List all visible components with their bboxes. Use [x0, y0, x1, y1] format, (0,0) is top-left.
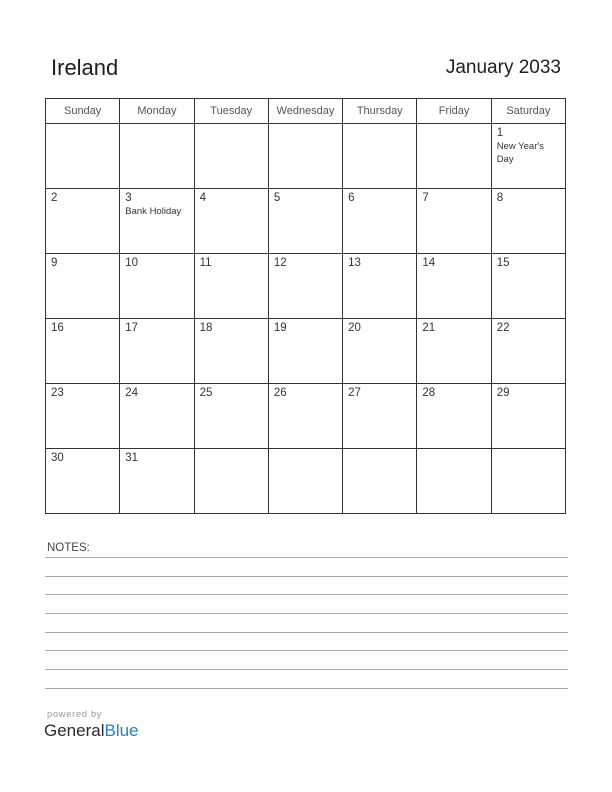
day-number [417, 124, 490, 127]
day-number: 16 [51, 322, 64, 334]
day-cell [343, 319, 417, 384]
day-number [195, 124, 268, 127]
day-number [195, 449, 268, 452]
day-number [269, 124, 342, 127]
day-number: 29 [496, 387, 510, 399]
day-cell [491, 254, 565, 319]
day-number: 17 [125, 322, 139, 334]
day-number: 25 [199, 387, 213, 399]
day-cell [46, 189, 120, 254]
day-cell [417, 384, 491, 449]
day-number: 21 [422, 322, 436, 334]
day-cell [417, 189, 491, 254]
day-cell [417, 319, 491, 384]
day-cell [46, 254, 120, 319]
week-row [46, 254, 566, 319]
day-cell [491, 384, 565, 449]
note-line [45, 613, 568, 614]
day-number [343, 449, 416, 452]
holiday-label: Bank Holiday [125, 206, 182, 217]
day-cell [491, 319, 565, 384]
day-number: 27 [348, 387, 361, 399]
weekday-saturday: Saturday [491, 99, 565, 124]
day-number [492, 449, 565, 452]
weekday-tuesday: Tuesday [194, 99, 268, 124]
day-number: 13 [348, 257, 361, 269]
day-cell [268, 319, 342, 384]
day-cell [343, 449, 417, 514]
day-number: 31 [125, 452, 139, 464]
note-line [45, 632, 568, 633]
day-cell [343, 384, 417, 449]
day-number: 19 [273, 322, 287, 334]
day-cell [120, 384, 194, 449]
day-number: 26 [273, 387, 287, 399]
day-cell [268, 124, 342, 189]
day-number: 5 [273, 192, 281, 204]
day-number: 3 [125, 192, 132, 204]
note-line [45, 650, 568, 651]
day-number: 22 [496, 322, 510, 334]
day-number: 11 [199, 257, 212, 269]
weekday-friday: Friday [417, 99, 491, 124]
day-cell [343, 189, 417, 254]
day-number: 23 [51, 387, 64, 399]
day-number: 18 [199, 322, 213, 334]
powered-by-text: powered by [47, 709, 103, 720]
day-number: 9 [51, 257, 58, 269]
day-cell [268, 384, 342, 449]
day-number: 10 [125, 257, 139, 269]
day-cell [120, 124, 194, 189]
day-number: 28 [422, 387, 436, 399]
day-cell [194, 189, 268, 254]
month-title: January 2033 [445, 57, 561, 78]
day-cell [417, 254, 491, 319]
week-row [46, 189, 566, 254]
day-number [46, 124, 119, 127]
day-cell [194, 319, 268, 384]
day-cell [194, 124, 268, 189]
day-cell [120, 449, 194, 514]
day-cell [491, 449, 565, 514]
brand-general: General [44, 721, 105, 740]
day-number: 30 [51, 452, 64, 464]
day-number: 24 [125, 387, 139, 399]
day-number: 2 [51, 192, 58, 204]
day-number [417, 449, 490, 452]
day-cell [491, 189, 565, 254]
day-cell [417, 124, 491, 189]
day-number: 7 [422, 192, 429, 204]
day-cell [46, 319, 120, 384]
day-number: 14 [422, 257, 436, 269]
day-number: 8 [496, 192, 504, 204]
country-title: Ireland [51, 55, 119, 80]
day-cell [491, 124, 565, 189]
note-line [45, 594, 568, 595]
day-cell [46, 449, 120, 514]
note-line [45, 669, 568, 670]
week-row [46, 124, 566, 189]
note-line [45, 557, 568, 558]
day-number: 12 [273, 257, 287, 269]
day-number [269, 449, 342, 452]
week-row [46, 449, 566, 514]
brand-logo [44, 721, 139, 741]
day-number: 6 [348, 192, 355, 204]
day-cell [120, 319, 194, 384]
weekday-wednesday: Wednesday [268, 99, 342, 124]
calendar-grid [45, 98, 566, 514]
day-cell [120, 254, 194, 319]
day-cell [343, 254, 417, 319]
weekday-monday: Monday [120, 99, 194, 124]
day-cell [268, 189, 342, 254]
holiday-label: New Year's Day [496, 141, 544, 165]
day-cell [417, 449, 491, 514]
day-cell [46, 124, 120, 189]
day-number [120, 124, 193, 127]
day-number: 1 [496, 127, 504, 139]
day-cell [120, 189, 194, 254]
day-cell [268, 449, 342, 514]
day-number: 4 [199, 192, 206, 204]
day-cell [46, 384, 120, 449]
week-row [46, 319, 566, 384]
day-number: 20 [348, 322, 361, 334]
brand-blue: Blue [104, 721, 139, 740]
day-cell [268, 254, 342, 319]
day-cell [194, 449, 268, 514]
day-number [343, 124, 416, 127]
note-line [45, 576, 568, 577]
weekday-sunday: Sunday [46, 99, 120, 124]
day-cell [343, 124, 417, 189]
day-number: 15 [496, 257, 510, 269]
day-cell [194, 384, 268, 449]
weekday-thursday: Thursday [343, 99, 417, 124]
note-line [45, 688, 568, 689]
day-cell [194, 254, 268, 319]
weekday-header-row [46, 99, 566, 124]
week-row [46, 384, 566, 449]
notes-label: NOTES: [47, 542, 90, 554]
